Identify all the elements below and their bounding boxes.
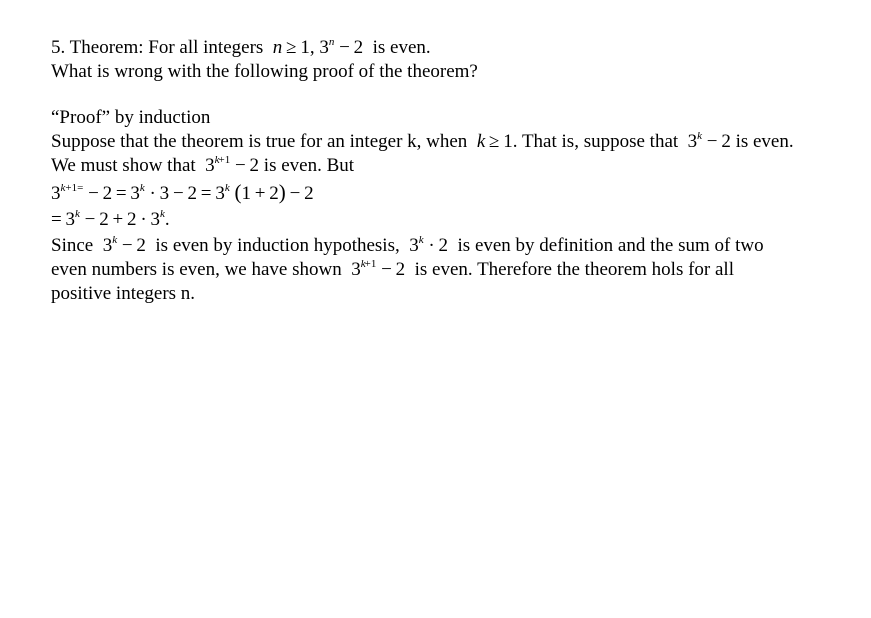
proof-line-3-text-a: Since — [51, 235, 94, 256]
theorem-intro: 5. Theorem: For all integers — [51, 37, 264, 58]
proof-line-2-text-a: We must show that — [51, 155, 196, 176]
proof-line-3 — [51, 234, 851, 258]
proof-line-1 — [51, 130, 851, 154]
spacer — [51, 84, 851, 106]
k-ge-1-formula: k ≥ 1 — [476, 131, 513, 152]
equation-1: $3^{k+1=} - 2 = 3^k \cdot 3 - 2 = 3^k$ (1 + 2) − 2 — [51, 180, 314, 204]
proof-line-2 — [51, 154, 851, 178]
document-page — [51, 36, 851, 306]
three-k-plus-one-formula-2: $3^{k+1} - 2$ — [346, 257, 410, 280]
proof-line-5: positive integers n. — [51, 283, 196, 304]
three-k-minus-two-formula: $3^k - 2$ — [682, 129, 731, 152]
proof-line-1-text-c: is even. — [735, 131, 794, 152]
equation-2: = $3^k - 2 + 2 \cdot 3^k$. — [51, 207, 170, 230]
three-k-plus-one-formula: $3^{k+1} - 2$ — [200, 153, 260, 176]
proof-line-2-text-b: is even. But — [263, 155, 355, 176]
proof-line-3-text-c: is even by definition and the sum of two — [457, 235, 764, 256]
theorem-formula: n ≥ 1, $3^n - 2$ — [272, 35, 368, 58]
three-k-times-two-formula: $3^k \cdot 2$ — [404, 233, 453, 256]
theorem-line — [51, 36, 851, 60]
proof-line-1-text-a: Suppose that the theorem is true for an integer k, when — [51, 131, 468, 152]
proof-heading: “Proof” by induction — [51, 107, 211, 128]
proof-line-1-text-b: . That is, suppose that — [512, 131, 679, 152]
equation-line-2 — [51, 206, 851, 234]
proof-line-4-text-b: is even. Therefore the theorem hols for all — [414, 259, 734, 280]
proof-line-3-text-b: is even by induction hypothesis, — [155, 235, 400, 256]
proof-line-4-text-a: even numbers is even, we have shown — [51, 259, 342, 280]
three-k-minus-two-formula-2: $3^k - 2$ — [97, 233, 151, 256]
question-line: What is wrong with the following proof of the theorem? — [51, 61, 478, 82]
theorem-tail: is even. — [372, 37, 431, 58]
equation-line-1 — [51, 178, 851, 206]
proof-line-4 — [51, 258, 851, 282]
